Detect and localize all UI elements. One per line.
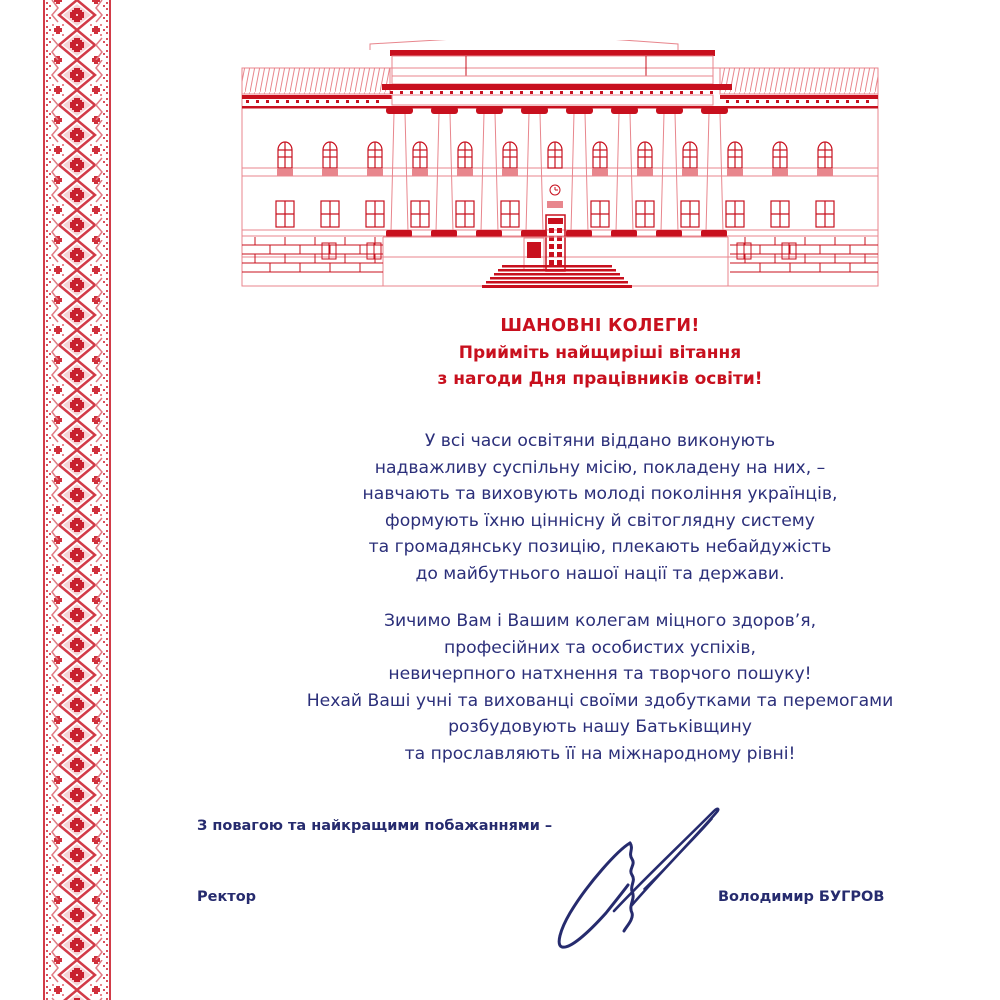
- paragraph-line: формують їхню ціннісну й світоглядну систему: [385, 510, 815, 531]
- paragraph-1: [200, 428, 1000, 588]
- paragraph-line: розбудовують нашу Батьківщину: [448, 717, 752, 738]
- paragraph-line: професійних та особистих успіхів,: [443, 637, 757, 658]
- signature: [548, 805, 748, 955]
- paragraph-2: [200, 608, 1000, 768]
- greeting-title: ШАНОВНІ КОЛЕГИ!: [500, 316, 700, 336]
- ukrainian-embroidery-icon: [43, 0, 111, 1000]
- university-building-illustration: [240, 40, 880, 290]
- embroidery-ornament-band: [43, 0, 111, 1000]
- signer-position: Ректор: [197, 889, 257, 905]
- paragraph-line: Нехай Ваші учні та вихованці своїми здобутками та перемогами: [306, 690, 894, 711]
- paragraph-line: навчають та виховують молоді покоління українців,: [362, 484, 838, 505]
- paragraph-line: Зичимо Вам і Вашим колегам міцного здоров’я,: [383, 611, 817, 631]
- paragraph-line: та громадянську позицію, плекають небайдужість: [368, 537, 832, 558]
- paragraph-line: та прославляють її на міжнародному рівні!: [404, 743, 796, 764]
- building-icon: [240, 40, 880, 290]
- closing-regards: З повагою та найкращими побажаннями –: [197, 818, 553, 834]
- greeting-subtitle-line-2: з нагоди Дня працівників освіти!: [437, 369, 763, 389]
- paragraph-line: до майбутнього нашої нації та держави.: [415, 563, 785, 584]
- signature-icon: [548, 805, 748, 955]
- paragraph-line: надважливу суспільну місію, покладену на них, –: [374, 457, 826, 478]
- greeting-subtitle-line-1: Прийміть найщиріші вітання: [458, 343, 742, 363]
- paragraph-line: У всі часи освітяни віддано виконують: [424, 431, 776, 451]
- paragraph-line: невичерпного натхнення та творчого пошуку!: [388, 664, 812, 685]
- signer-name: Володимир БУГРОВ: [718, 889, 885, 905]
